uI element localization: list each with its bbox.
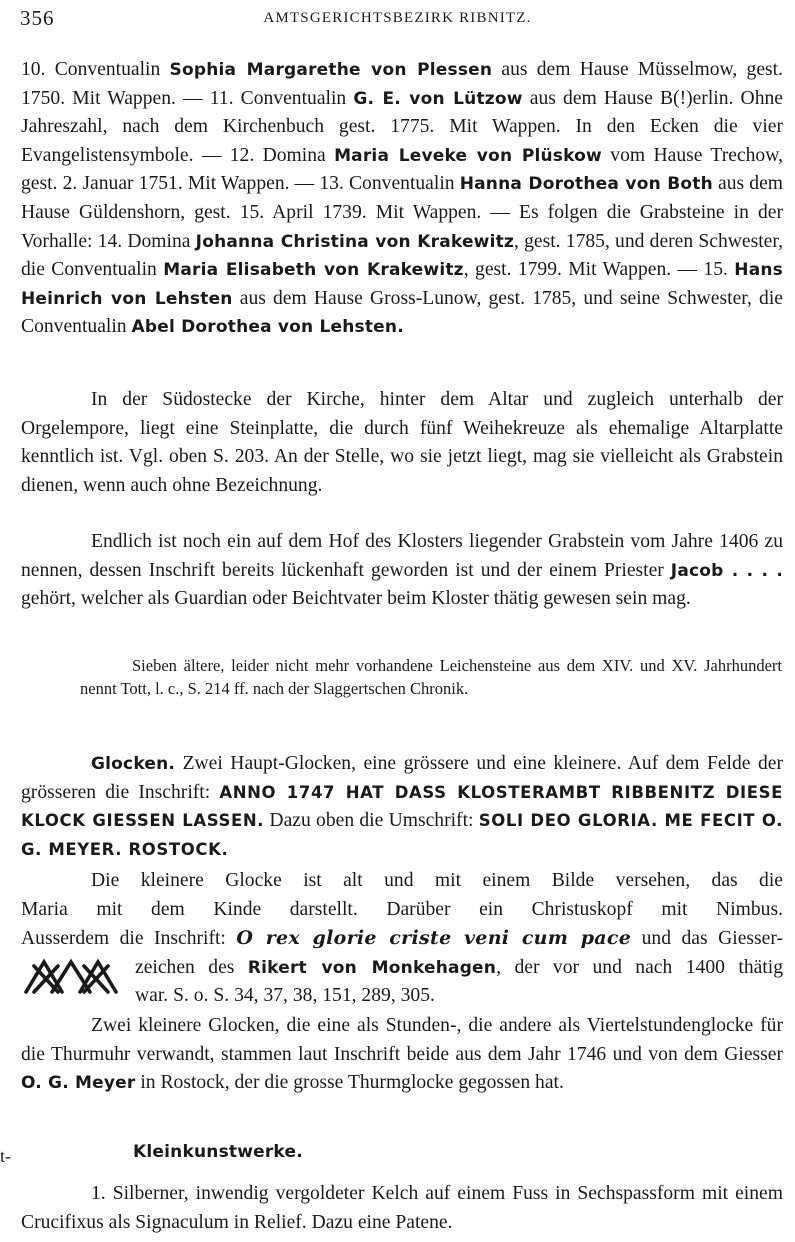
person-name: Abel Dorothea von Lehsten. — [131, 317, 404, 338]
paragraph-altar-stone: In der Südostecke der Kirche, hinter dem Altar und zugleich unterhalb der Orgelempore, liegt eine Steinplatte, die durch fünf Weihekreuze als ehemalige Altarplatte kenntlich ist. Vgl. oben S. 203. An der Stelle, wo sie jetzt liegt, mag sie vielleicht als Grabstein dienen, wenn auch ohne Bezeichnung. — [21, 389, 783, 496]
paragraph-smaller-bells — [21, 1012, 783, 1098]
person-name: Jacob . . . . — [670, 560, 783, 581]
section-heading-kleinkunstwerke: Kleinkunstwerke. — [133, 1142, 303, 1162]
text: , der vor und nach 1400 thätig — [496, 956, 783, 978]
line — [21, 954, 783, 983]
gothic-inscription: O rex glorie criste veni cum pace — [236, 927, 632, 950]
founders-mark-icon — [24, 958, 118, 994]
person-name: O. G. Meyer — [21, 1073, 136, 1094]
person-name: Rikert von Monkehagen — [247, 957, 497, 978]
person-name: Maria Elisabeth von Krakewitz — [163, 260, 464, 281]
text: zeichen des — [135, 956, 248, 978]
text: aus dem Hause Gross-Lunow, gest. 1785, und seine Schwester, die Conventualin — [21, 287, 783, 338]
person-name: Maria Leveke von Plüskow — [334, 145, 602, 166]
text: Maria mit dem Kinde darstellt. Darüber ein Christuskopf mit Nimbus. — [21, 898, 783, 920]
text: Zwei Haupt-Glocken, eine grössere und eine kleinere. Auf dem Felde der grösseren die Inschrift: — [21, 753, 783, 803]
margin-mark: t- — [0, 1146, 11, 1166]
text: vom Hause Trechow, gest. 2. Januar 1751. Mit Wappen. — 13. Conventualin — [21, 144, 783, 195]
person-name: Hans Heinrich von Lehsten — [21, 260, 783, 309]
text: gehört, welcher als Guardian oder Beichtvater beim Kloster thätig gewesen sein mag. — [21, 588, 691, 610]
person-name: Johanna Christina von Krakewitz — [195, 231, 515, 252]
text: aus dem Hause Müsselmow, gest. 1750. Mit Wappen. — 11. Conventualin — [21, 59, 783, 109]
text: aus dem Hause Güldenshorn, gest. 15. April 1739. Mit Wappen. — Es folgen die Grabsteine in der Vorhalle: 14. Domina — [21, 173, 784, 252]
person-name: G. E. von Lützow — [353, 88, 523, 109]
person-name: Sophia Margarethe von Plessen — [169, 60, 493, 80]
text: aus dem Hause B(!)erlin. Ohne Jahreszahl, nach dem Kirchenbuch gest. 1775. Mit Wappen. In den Ecken die vier Evangelistensymbole. — 12. Domina — [21, 87, 783, 166]
line — [21, 924, 783, 954]
text: 10. Conventualin — [21, 59, 170, 80]
line — [21, 896, 783, 925]
page-number: 356 — [20, 6, 55, 30]
text: Endlich ist noch ein auf dem Hof des Klosters liegender Grabstein vom Jahre 1406 zu nennen, dessen Inschrift bereits lückenhaft geworden ist und der einem Priester — [21, 531, 783, 581]
section-heading-bells: Glocken. — [91, 754, 176, 774]
line — [21, 867, 783, 896]
text: und das Giesser- — [631, 928, 783, 950]
paragraph-small-bell — [21, 867, 783, 1011]
running-head: AMTSGERICHTSBEZIRK RIBNITZ. — [263, 10, 532, 26]
text: Die kleinere Glocke ist alt und mit einem Bilde versehen, das die — [91, 870, 783, 891]
text: Ausserdem die Inschrift: — [21, 928, 237, 950]
paragraph-chalice: 1. Silberner, inwendig vergoldeter Kelch auf einem Fuss in Sechspassform mit einem Crucifixus als Signaculum in Relief. Dazu eine Patene. — [21, 1183, 783, 1233]
page-header — [20, 6, 775, 32]
paragraph-priest-stone — [21, 528, 783, 614]
text: , gest. 1785, und deren Schwester, die Conventualin — [21, 230, 783, 281]
paragraph-gravestones — [21, 56, 783, 342]
footnote-paragraph: Sieben ältere, leider nicht mehr vorhandene Leichensteine aus dem XIV. und XV. Jahrhundert nennt Tott, l. c., S. 214 ff. nach der Slaggertschen Chronik. — [80, 656, 782, 698]
bell-inscription: SOLI DEO GLORIA. ME FECIT O. G. MEYER. ROSTOCK. — [21, 811, 783, 859]
paragraph-bells — [21, 750, 783, 864]
text: Dazu oben die Umschrift: — [264, 810, 479, 832]
line — [21, 982, 783, 1011]
text: , gest. 1799. Mit Wappen. — 15. — [463, 259, 735, 281]
text: in Rostock, der die grosse Thurmglocke gegossen hat. — [135, 1072, 564, 1094]
bell-inscription: ANNO 1747 HAT DASS KLOSTERAMBT RIBBENITZ DIESE KLOCK GIESSEN LASSEN. — [21, 782, 783, 831]
person-name: Hanna Dorothea von Both — [459, 174, 713, 195]
text: Zwei kleinere Glocken, die eine als Stunden-, die andere als Viertelstundenglocke für die Thurmuhr verwandt, stammen laut Inschrift beide aus dem Jahr 1746 und von dem Giesser — [21, 1015, 783, 1065]
text: war. S. o. S. 34, 37, 38, 151, 289, 305. — [135, 985, 435, 1007]
